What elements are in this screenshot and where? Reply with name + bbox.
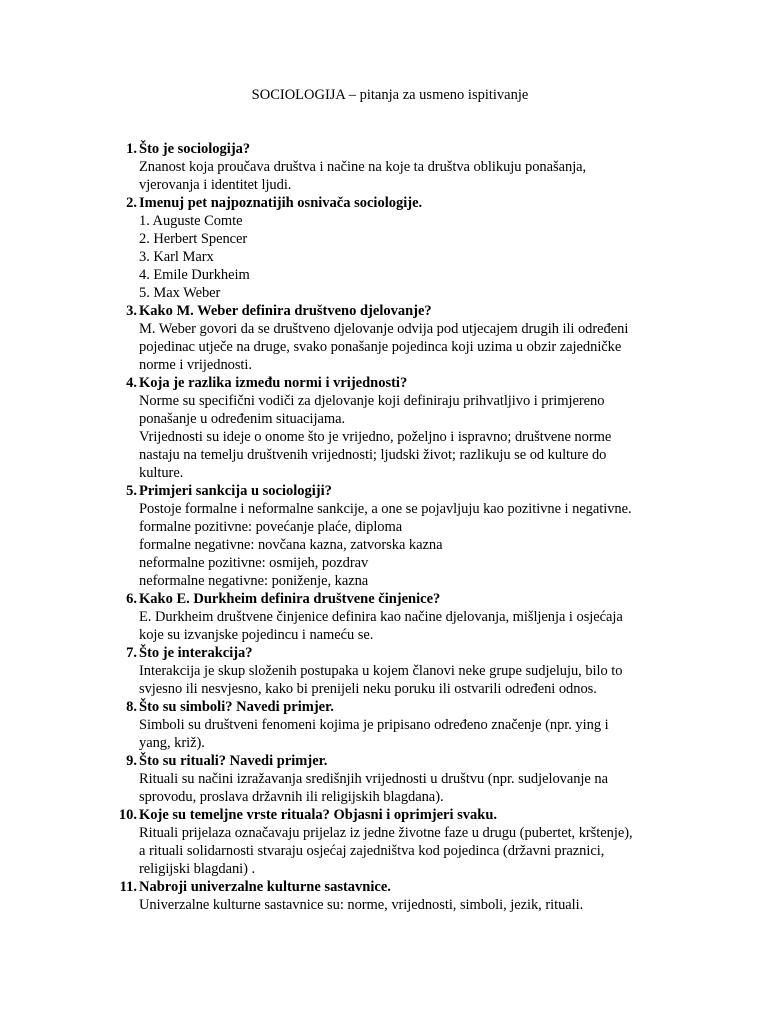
question-text: Imenuj pet najpoznatijih osnivača sociologije. [139, 195, 423, 211]
question-number: 1. [126, 141, 137, 157]
question-item-5 [111, 482, 671, 590]
founder-item: 2. Herbert Spencer [139, 231, 248, 247]
answer-line: neformalne negativne: poniženje, kazna [139, 573, 369, 589]
answer-line: E. Durkheim društvene činjenice definira kao načine djelovanja, mišljenja i osjećaja [139, 609, 623, 625]
answer-line: ponašanje u određenim situacijama. [139, 411, 346, 427]
question-text: Kako E. Durkheim definira društvene činjenice? [139, 591, 441, 607]
question-item-7 [111, 644, 671, 698]
answer-text [139, 320, 671, 374]
answer-text [139, 824, 671, 878]
question-item-6 [111, 590, 671, 644]
answer-text [139, 608, 671, 644]
answer-text [139, 500, 671, 590]
answer-line: sprovodu, proslava državnih ili religijskih blagdana). [139, 789, 444, 805]
question-number: 2. [126, 195, 137, 211]
answer-line: kulture. [139, 465, 184, 481]
question-text: Što su simboli? Navedi primjer. [139, 699, 334, 715]
question-text: Što su rituali? Navedi primjer. [139, 753, 328, 769]
answer-text [139, 662, 671, 698]
question-text: Primjeri sankcija u sociologiji? [139, 483, 332, 499]
answer-line: svjesno ili nesvjesno, kako bi prenijeli neku poruku ili ostvarili određeni odnos. [139, 681, 597, 697]
question-number: 3. [126, 303, 137, 319]
question-number: 6. [126, 591, 137, 607]
question-number: 8. [126, 699, 137, 715]
founder-item: 3. Karl Marx [139, 249, 214, 265]
question-text: Kako M. Weber definira društveno djelovanje? [139, 303, 432, 319]
answer-line: Znanost koja proučava društva i načine na koje ta društva oblikuju ponašanja, [139, 159, 587, 175]
answer-line: pojedinac utječe na druge, svako ponašanje pojedinca koji uzima u obzir zajedničke [139, 339, 622, 355]
question-number: 10. [118, 807, 137, 823]
answer-line: religijski blagdani) . [139, 861, 256, 877]
answer-line: a rituali solidarnosti stvaraju osjećaj zajedništva kod pojedinca (državni praznici, [139, 843, 605, 859]
answer-line: yang, križ). [139, 735, 205, 751]
answer-line: Norme su specifični vodiči za djelovanje koji definiraju prihvatljivo i primjereno [139, 393, 605, 409]
question-item-8 [111, 698, 671, 752]
answer-text [139, 896, 671, 914]
question-number: 7. [126, 645, 137, 661]
answer-line: formalne pozitivne: povećanje plaće, diploma [139, 519, 403, 535]
answer-line: norme i vrijednosti. [139, 357, 252, 373]
question-item-3 [111, 302, 671, 374]
answer-line: Vrijednosti su ideje o onome što je vrijedno, poželjno i ispravno; društvene norme [139, 429, 612, 445]
question-item-2 [111, 194, 671, 302]
answer-line: Simboli su društveni fenomeni kojima je pripisano određeno značenje (npr. ying i [139, 717, 609, 733]
document-title: SOCIOLOGIJA – pitanja za usmeno ispitivanje [251, 87, 529, 103]
question-text: Što je interakcija? [139, 645, 253, 661]
founder-item: 1. Auguste Comte [139, 213, 243, 229]
question-item-10 [111, 806, 671, 878]
answer-text [139, 770, 671, 806]
question-number: 4. [126, 375, 137, 391]
answer-line: Postoje formalne i neformalne sankcije, a one se pojavljuju kao pozitivne i negativne. [139, 501, 632, 517]
answer-text [139, 716, 671, 752]
answer-line: neformalne pozitivne: osmijeh, pozdrav [139, 555, 369, 571]
question-item-11 [111, 878, 671, 914]
question-text: Koje su temeljne vrste rituala? Objasni i oprimjeri svaku. [139, 807, 498, 823]
answer-line: Univerzalne kulturne sastavnice su: norme, vrijednosti, simboli, jezik, rituali. [139, 897, 584, 913]
question-text: Nabroji univerzalne kulturne sastavnice. [139, 879, 391, 895]
answer-text [139, 158, 671, 194]
answer-line: M. Weber govori da se društveno djelovanje odvija pod utjecajem drugih ili određeni [139, 321, 629, 337]
question-item-9 [111, 752, 671, 806]
answer-line: Rituali su načini izražavanja središnjih vrijednosti u društvu (npr. sudjelovanje na [139, 771, 608, 787]
question-item-4 [111, 374, 671, 482]
founders-list [139, 212, 671, 302]
founder-item: 5. Max Weber [139, 285, 221, 301]
answer-line: Rituali prijelaza označavaju prijelaz iz jedne životne faze u drugu (pubertet, krštenje), [139, 825, 633, 841]
founder-item: 4. Emile Durkheim [139, 267, 250, 283]
question-text: Što je sociologija? [139, 141, 251, 157]
question-number: 9. [126, 753, 137, 769]
answer-line: nastaju na temelju društvenih vrijednosti; ljudski život; razlikuju se od kulture do [139, 447, 607, 463]
answer-text [139, 392, 671, 482]
answer-line: Interakcija je skup složenih postupaka u kojem članovi neke grupe sudjeluju, bilo to [139, 663, 623, 679]
question-text: Koja je razlika između normi i vrijednosti? [139, 375, 408, 391]
question-item-1 [111, 140, 671, 194]
question-number: 5. [126, 483, 137, 499]
question-list [111, 140, 671, 914]
question-number: 11. [119, 879, 137, 895]
answer-line: koje su izvanjske pojedincu i nameću se. [139, 627, 374, 643]
answer-line: vjerovanja i identitet ljudi. [139, 177, 292, 193]
answer-line: formalne negativne: novčana kazna, zatvorska kazna [139, 537, 443, 553]
